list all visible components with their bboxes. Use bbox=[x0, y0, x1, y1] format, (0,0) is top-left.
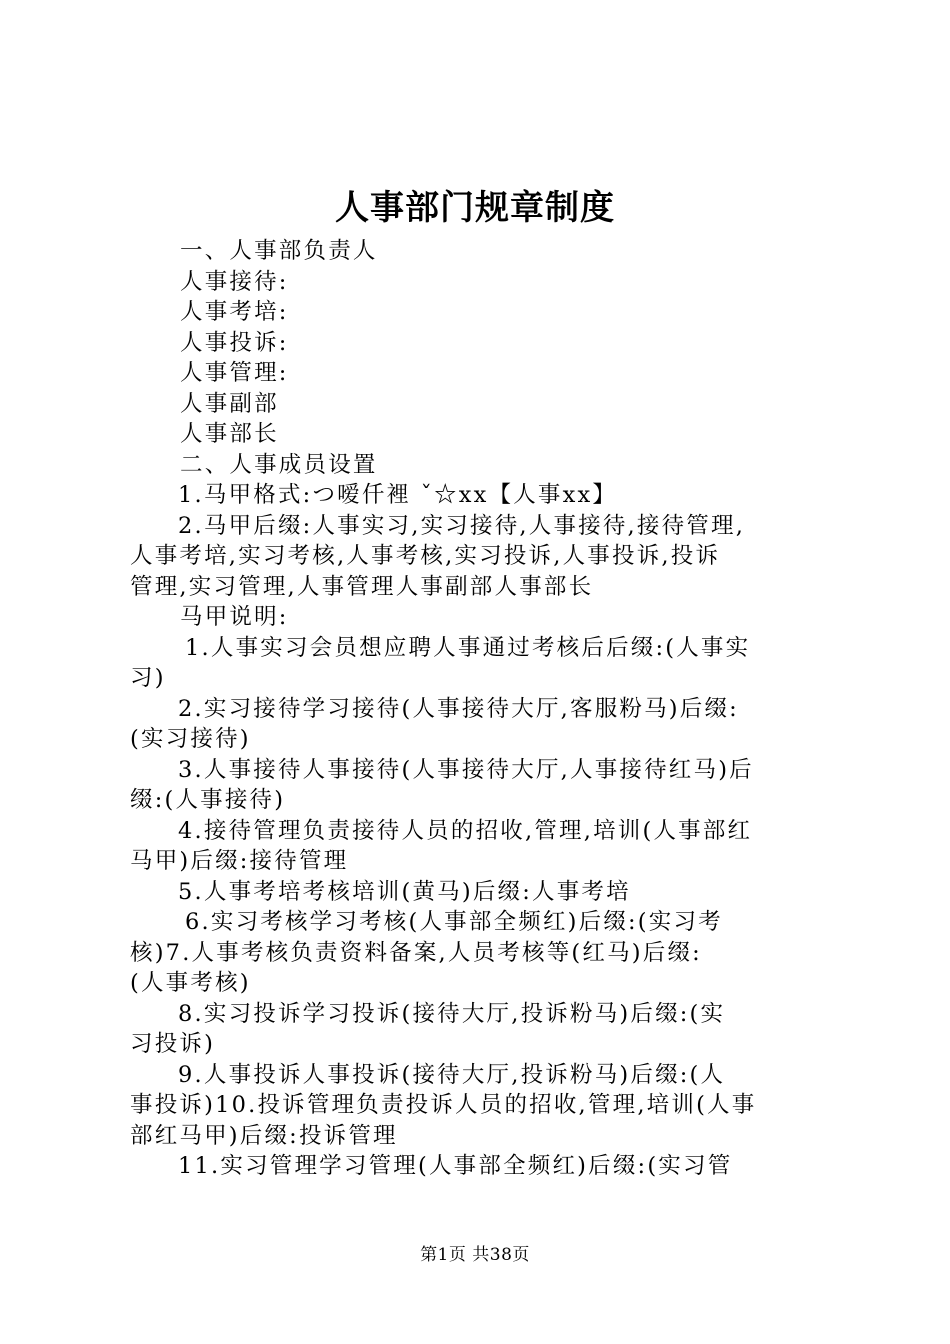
page-number: 第1页 共38页 bbox=[420, 1245, 530, 1265]
text-line: 9.人事投诉人事投诉(接待大厅,投诉粉马)后缀:(人 bbox=[178, 1061, 726, 1088]
text-line: 一、人事部负责人 bbox=[180, 238, 378, 264]
text-line: 马甲)后缀:接待管理 bbox=[130, 848, 349, 874]
text-line: 4.接待管理负责接待人员的招收,管理,培训(人事部红 bbox=[178, 817, 753, 844]
text-line: 习) bbox=[130, 665, 166, 691]
text-line: 6.实习考核学习考核(人事部全频红)后缀:(实习考 bbox=[185, 909, 723, 935]
text-line: 核)7.人事考核负责资料备案,人员考核等(红马)后缀: bbox=[130, 939, 702, 966]
text-line: 5.人事考培考核培训(黄马)后缀:人事考培 bbox=[178, 878, 631, 905]
text-line: 2.马甲后缀:人事实习,实习接待,人事接待,接待管理, bbox=[178, 512, 746, 539]
text-line: 11.实习管理学习管理(人事部全频红)后缀:(实习管 bbox=[178, 1153, 733, 1179]
text-line: 人事部长 bbox=[180, 421, 279, 447]
text-line: 1.人事实习会员想应聘人事通过考核后后缀:(人事实 bbox=[185, 634, 751, 661]
text-line: (实习接待) bbox=[130, 726, 251, 752]
text-line: 人事管理: bbox=[180, 360, 289, 386]
text-line: 缀:(人事接待) bbox=[130, 787, 286, 813]
text-line: (人事考核) bbox=[130, 970, 251, 996]
text-line: 二、人事成员设置 bbox=[180, 451, 378, 478]
text-line: 人事考培,实习考核,人事考核,实习投诉,人事投诉,投诉 bbox=[130, 543, 721, 569]
text-line: 人事考培: bbox=[180, 299, 289, 325]
text-line: 马甲说明: bbox=[180, 604, 289, 630]
text-line: 人事投诉: bbox=[180, 329, 289, 356]
text-line: 部红马甲)后缀:投诉管理 bbox=[130, 1122, 398, 1149]
text-line: 人事接待: bbox=[180, 268, 289, 295]
text-line: 人事副部 bbox=[180, 390, 279, 417]
text-line: 3.人事接待人事接待(人事接待大厅,人事接待红马)后 bbox=[178, 756, 754, 783]
text-line: 8.实习投诉学习投诉(接待大厅,投诉粉马)后缀:(实 bbox=[178, 1000, 726, 1027]
text-line: 1.马甲格式:つ嗳仟裡 ˇ☆xx【人事xx】 bbox=[178, 482, 618, 508]
document-title: 人事部门规章制度 bbox=[335, 188, 615, 228]
text-line: 2.实习接待学习接待(人事接待大厅,客服粉马)后缀: bbox=[178, 695, 739, 722]
text-line: 习投诉) bbox=[130, 1031, 216, 1057]
text-line: 事投诉)10.投诉管理负责投诉人员的招收,管理,培训(人事 bbox=[130, 1092, 757, 1118]
text-line: 管理,实习管理,人事管理人事副部人事部长 bbox=[130, 573, 594, 600]
document-body bbox=[130, 236, 830, 1182]
